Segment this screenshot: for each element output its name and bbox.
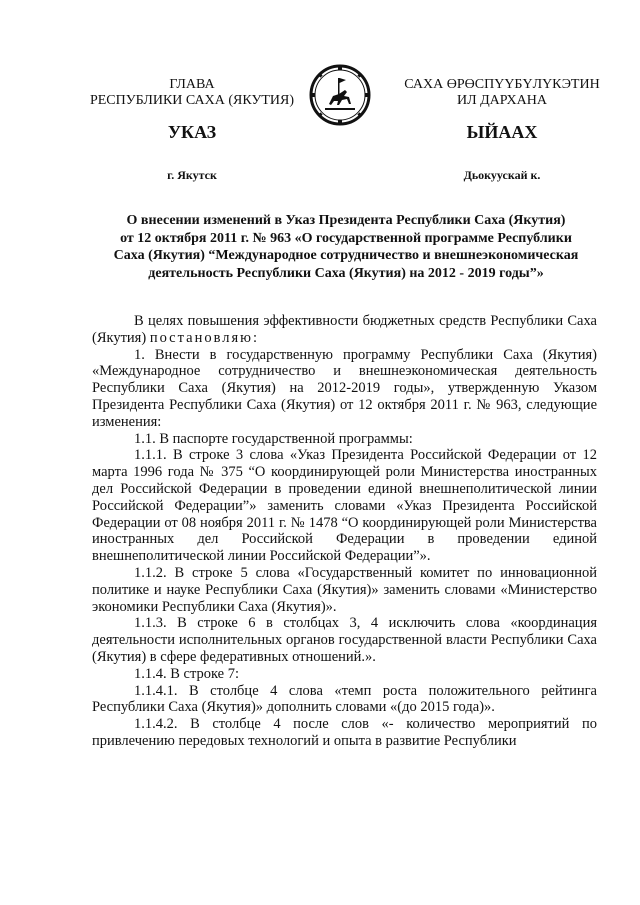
- city-sakha: Дьокуускай к.: [463, 168, 541, 182]
- header-left: [72, 77, 312, 109]
- document-title-line2: от 12 октября 2011 г. № 963 «О государственной программе Республики: [120, 230, 572, 246]
- paragraph-item-1-1: 1.1. В паспорте государственной программы:: [134, 430, 413, 447]
- header-right-line2: ИЛ ДАРХАНА: [456, 93, 547, 108]
- paragraph-item-1-1-1: 1.1.1. В строке 3 слова «Указ Президента Российской Федерации от 12 марта 1996 года № 375 “О координирующей роли Министерства иностранных дел Российской Федерации в проведении единой внешнеполитической линии Российской Федерации”» заменить словами «Указ Президента Российской Федерации от 08 ноября 2011 г. № 1478 “О координирующей роли Министерства иностранных дел Российской Федерации в проведении единой внешнеполитической линии Российской Федерации”».: [92, 447, 597, 565]
- decree-title-sakha: ЫЙААХ: [466, 122, 538, 142]
- document-title-line4: деятельность Республики Саха (Якутия) на 2012 - 2019 годы”»: [148, 265, 544, 281]
- preamble-resolution-word: постановляю:: [149, 329, 259, 346]
- header-left-line1: ГЛАВА: [169, 77, 215, 92]
- document-title-line1: О внесении изменений в Указ Президента Республики Саха (Якутия): [126, 213, 566, 228]
- header-right: [382, 77, 622, 109]
- paragraph-item-1-1-4-2: 1.1.4.2. В столбце 4 после слов «- количество мероприятий по привлечению передовых технологий и опыта в развитие Республики: [92, 716, 597, 749]
- paragraph-item-1-1-2: 1.1.2. В строке 5 слова «Государственный комитет по инновационной политике и науке Республики Саха (Якутия)» заменить словами «Министерство экономики Республики Саха (Якутия)».: [92, 564, 597, 615]
- paragraph-item-1-1-4: 1.1.4. В строке 7:: [134, 665, 240, 682]
- document-title-line3: Саха (Якутия) “Международное сотрудничество и внешнеэкономическая: [113, 248, 579, 263]
- paragraph-item-1: 1. Внести в государственную программу Республики Саха (Якутия) «Международное сотрудничество и внешнеэкономическая деятельность Республики Саха (Якутия) на 2012-2019 годы», утвержденную Указом Президента Республики Саха (Якутия) от 12 октября 2011 г. № 963, следующие изменения:: [92, 346, 597, 430]
- decree-title-ru: УКАЗ: [167, 122, 217, 142]
- document-title: [86, 212, 606, 282]
- paragraph-item-1-1-4-1: 1.1.4.1. В столбце 4 слова «темп роста положительного рейтинга Республики Саха (Якутия)» дополнить словами «(до 2015 года)».: [92, 682, 597, 716]
- city-ru: г. Якутск: [167, 168, 217, 182]
- header-right-line1: САХА ӨРӨСПҮҮБҮЛҮКЭТИН: [404, 77, 600, 92]
- preamble-text: В целях повышения эффективности бюджетных средств Республики Саха (Якутия): [92, 313, 597, 346]
- header-left-line2: РЕСПУБЛИКИ САХА (ЯКУТИЯ): [89, 93, 295, 108]
- coat-of-arms-emblem: [309, 64, 371, 126]
- paragraph-item-1-1-3: 1.1.3. В строке 6 в столбцах 3, 4 исключить слова «координация деятельности исполнительных органов государственной власти Республики Саха (Якутия) в сфере федеративных отношений.».: [92, 615, 597, 665]
- paragraph-preamble: [92, 313, 597, 347]
- document-body: [92, 313, 597, 750]
